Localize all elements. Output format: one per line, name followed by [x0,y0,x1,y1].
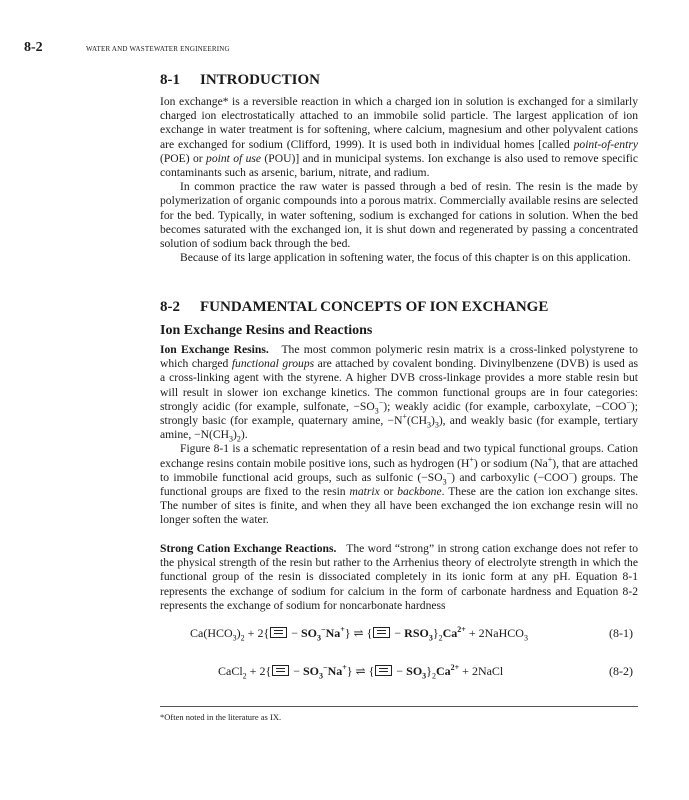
resins-body [160,343,638,528]
subsection-title: Ion Exchange Resins and Reactions [160,323,373,338]
strong-cation-body [160,542,638,613]
equation-8-1: $Ca(HCO_3)_2 + 2\{ - SO_3^-Na^+\}$ ⇌ { − $RSO_3\}_2Ca^{2+}$ + 2NaHCO$_3$ [190,625,528,643]
footnote: *Often noted in the literature as IX. [160,712,282,722]
section-introduction [160,72,638,89]
figure-paragraph: Figure 8-1 is a schematic representation of a resin bead and two typical functional groups. Cation exchange resins contain mobile positive ions, such as hydrogen (H+) or sodium (Na+), that are attached to immobile functional acid groups, such as sulfonic $(-SO_3^-)$ and carboxylic (−COO−) groups. The functional groups are fixed to the resin matrix or backbone. These are the cation ion exchange sites. The number of sites is finite, and when they all have been exchanged the ion exchange resin will no longer soften the water. [160,442,638,527]
resins-paragraph: Ion Exchange Resins. The most common polymeric resin matrix is a cross-linked polystyrene to which charged functional groups are attached by covalent bonding. Divinylbenzene (DVB) is used as a cross-linking agent with the styrene. A higher DVB cross-linkage provides a more stable resin but will result in slower ion exchange kinetics. The common functional groups are in four categories: strongly acidic (for example, sulfonate, $-SO_3^-$); weakly acidic (for example, carboxylate, −COO−); strongly basic (for example, quaternary amine, $-N^+(CH_3)_3$), and weakly basic (for example, tertiary amine, $-N(CH_3)_2$). [160,343,639,444]
strong-cation-paragraph: Strong Cation Exchange Reactions. The word “strong” in strong cation exchange does not refer to the physical strength of the resin but rather to the Arrhenius theory of electrolyte strength in which the functional group of the resin is dissociated completely in its ionic form at any pH. Equation 8-1 represents the exchange of sodium for calcium in the form of carbonate hardness and Equation 8-2 represents the exchange of sodium for noncarbonate hardness [160,542,639,612]
intro-paragraph-3: Because of its large application in softening water, the focus of this chapter is on this application. [180,251,631,265]
resin-bead-icon [373,627,390,638]
resin-bead-icon [272,665,289,676]
intro-paragraph-2: In common practice the raw water is passed through a bed of resin. The resin is the made by polymerization of organic compounds into a porous matrix. Commercially available resins are selected for the bed. Typically, in water softening, sodium is exchanged for cations in solution. When the bed becomes saturated with the exchanged ion, it is shut down and regenerated by passing a concentrated solution of sodium back through the bed. [160,180,638,251]
section-heading-8-1: 8-1 INTRODUCTION [160,72,321,88]
intro-paragraph-1: Ion exchange* is a reversible reaction in which a charged ion in solution is exchanged for a similarly charged ion electrostatically attached to an immobile solid particle. The largest application of ion exchange in water treatment is for softening, where calcium, magnesium and other polyvalent cations are exchanged for sodium (Clifford, 1999). It is used both in individual homes [called point-of-entry (POE) or point of use (POU)] and in municipal systems. Ion exchange is also used to remove specific contaminants such as arsenic, barium, nitrate, and radium. [160,95,638,180]
section-heading-8-2: 8-2 FUNDAMENTAL CONCEPTS OF ION EXCHANGE [160,299,549,315]
footnote-divider [160,706,638,707]
equation-8-2: CaCl$_2$ + $2\{ - SO_3^-Na^+\}$ ⇌ { − $SO_3\}_2Ca^{2+}$ + 2NaCl [218,663,504,681]
page-number: 8-2 [24,40,43,55]
running-title: WATER AND WASTEWATER ENGINEERING [86,45,230,53]
resin-bead-icon [375,665,392,676]
subsection-heading [160,323,638,339]
intro-body [160,95,638,265]
section-fundamentals [160,299,638,316]
equation-number-8-1: (8-1) [609,626,633,640]
resin-bead-icon [270,627,287,638]
equation-number-8-2: (8-2) [609,664,633,678]
